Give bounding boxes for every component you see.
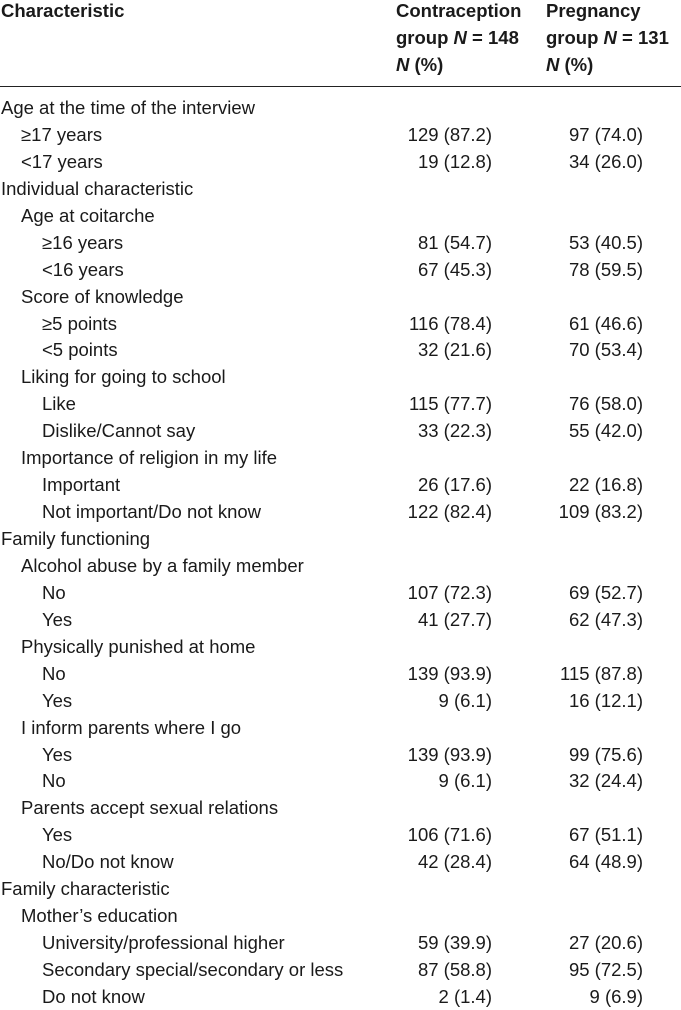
contraception-value: 129 (87.2)	[407, 123, 492, 145]
row-label: <17 years	[21, 150, 103, 172]
header-contraception-line1: Contraception	[396, 0, 522, 21]
row-label: Do not know	[42, 985, 145, 1007]
row-label: <5 points	[42, 339, 118, 361]
table-row	[0, 633, 681, 660]
header-pregnancy-group	[546, 0, 669, 78]
pregnancy-value: 16 (12.1)	[568, 689, 643, 711]
pregnancy-value: 27 (20.6)	[568, 932, 643, 954]
pregnancy-value: 70 (53.4)	[568, 339, 643, 361]
table-row	[0, 175, 681, 202]
row-label: Like	[42, 393, 76, 415]
contraception-value: 139 (93.9)	[407, 743, 492, 765]
pregnancy-value: 67 (51.1)	[568, 824, 643, 846]
contraception-value: 2 (1.4)	[438, 985, 492, 1007]
table-row	[0, 956, 681, 983]
contraception-value: 19 (12.8)	[417, 150, 492, 172]
row-label: ≥17 years	[21, 123, 103, 145]
row-label: Family functioning	[1, 528, 151, 549]
header-contraception-n-label: N	[453, 27, 467, 48]
pregnancy-value: 22 (16.8)	[568, 474, 643, 496]
row-label: University/professional higher	[42, 932, 285, 954]
table-row	[0, 848, 681, 875]
header-contraception-line3	[396, 51, 521, 78]
contraception-value: 139 (93.9)	[407, 662, 492, 684]
pregnancy-value: 9 (6.9)	[589, 985, 643, 1007]
row-label: Dislike/Cannot say	[42, 420, 196, 442]
pregnancy-value: 32 (24.4)	[568, 770, 643, 792]
table-row	[0, 983, 681, 1010]
pregnancy-value: 97 (74.0)	[568, 123, 643, 145]
pregnancy-value: 99 (75.6)	[568, 743, 643, 765]
pregnancy-value: 109 (83.2)	[558, 501, 643, 523]
contraception-value: 41 (27.7)	[417, 608, 492, 630]
pregnancy-value: 76 (58.0)	[568, 393, 643, 415]
row-label: Mother’s education	[21, 905, 178, 927]
header-contraception-n-value: = 148	[466, 27, 519, 48]
row-label: Family characteristic	[1, 878, 170, 900]
contraception-value: 26 (17.6)	[417, 474, 492, 496]
row-label: Liking for going to school	[21, 366, 226, 388]
pregnancy-value: 115 (87.8)	[560, 662, 643, 684]
table-row	[0, 363, 681, 390]
table-row	[0, 606, 681, 633]
row-label: Yes	[42, 689, 73, 711]
contraception-value: 81 (54.7)	[417, 231, 492, 253]
row-label: Secondary special/secondary or less	[42, 959, 344, 980]
table-row	[0, 256, 681, 283]
pregnancy-value: 34 (26.0)	[568, 150, 643, 172]
contraception-value: 115 (77.7)	[409, 393, 492, 415]
row-label: ≥5 points	[42, 312, 117, 334]
table-row	[0, 741, 681, 768]
table-row	[0, 767, 681, 794]
row-label: Yes	[42, 743, 73, 765]
row-label: No	[42, 662, 66, 684]
header-contraception-n-italic: N	[396, 54, 410, 75]
row-label: Not important/Do not know	[42, 501, 262, 523]
table-row	[0, 148, 681, 175]
pregnancy-value: 69 (52.7)	[568, 581, 643, 603]
table-row	[0, 336, 681, 363]
header-contraception-group	[396, 0, 521, 78]
header-pregnancy-percent: (%)	[559, 54, 594, 75]
table-body	[0, 94, 681, 1010]
table-row	[0, 283, 681, 310]
contraception-value: 32 (21.6)	[417, 339, 492, 361]
contraception-value: 59 (39.9)	[417, 932, 492, 954]
header-contraception-percent: (%)	[409, 54, 444, 75]
header-pregnancy-n-label: N	[603, 27, 617, 48]
contraception-value: 33 (22.3)	[417, 420, 492, 442]
contraception-value: 122 (82.4)	[407, 501, 492, 523]
row-label: Physically punished at home	[21, 635, 256, 657]
contraception-value: 116 (78.4)	[409, 312, 492, 334]
table-row	[0, 902, 681, 929]
pregnancy-value: 62 (47.3)	[568, 608, 643, 630]
table-row	[0, 794, 681, 821]
header-pregnancy-line3	[546, 51, 669, 78]
table-row	[0, 121, 681, 148]
header-contraception-line2	[396, 24, 521, 51]
header-contraception-group-word: group	[396, 27, 454, 48]
table-row	[0, 687, 681, 714]
row-label: ≥16 years	[42, 231, 124, 253]
table-row	[0, 714, 681, 741]
row-label: Score of knowledge	[21, 285, 184, 307]
table-row	[0, 471, 681, 498]
table-row	[0, 552, 681, 579]
contraception-value: 67 (45.3)	[417, 258, 492, 280]
table-row	[0, 444, 681, 471]
table-row	[0, 660, 681, 687]
row-label: Individual characteristic	[1, 177, 194, 199]
pregnancy-value: 61 (46.6)	[568, 312, 643, 334]
table-row	[0, 875, 681, 902]
table-row	[0, 821, 681, 848]
row-label: Alcohol abuse by a family member	[21, 554, 304, 576]
pregnancy-value: 55 (42.0)	[568, 420, 643, 442]
row-label: Yes	[42, 608, 73, 630]
table-header	[0, 0, 681, 87]
header-pregnancy-group-word: group	[546, 27, 604, 48]
table-row	[0, 498, 681, 525]
row-label: No/Do not know	[42, 851, 174, 873]
table-row	[0, 525, 681, 552]
row-label: Yes	[42, 824, 73, 846]
pregnancy-value: 95 (72.5)	[568, 959, 643, 980]
pregnancy-value: 78 (59.5)	[568, 258, 643, 280]
header-characteristic: Characteristic	[1, 0, 125, 21]
row-label: Parents accept sexual relations	[21, 797, 279, 819]
row-label: Age at coitarche	[21, 204, 155, 226]
row-label: Important	[42, 474, 121, 496]
table-row	[0, 229, 681, 256]
table-row	[0, 929, 681, 956]
contraception-value: 9 (6.1)	[438, 770, 492, 792]
pregnancy-value: 53 (40.5)	[568, 231, 643, 253]
row-label: <16 years	[42, 258, 124, 280]
contraception-value: 106 (71.6)	[407, 824, 492, 846]
header-pregnancy-n-value: = 131	[616, 27, 669, 48]
contraception-value: 107 (72.3)	[407, 581, 492, 603]
header-pregnancy-line1: Pregnancy	[546, 0, 641, 21]
pregnancy-value: 64 (48.9)	[568, 851, 643, 873]
contraception-value: 87 (58.8)	[417, 959, 492, 980]
row-label: Age at the time of the interview	[1, 97, 255, 118]
row-label: I inform parents where I go	[21, 716, 242, 738]
header-pregnancy-n-italic: N	[546, 54, 560, 75]
row-label: No	[42, 770, 66, 792]
header-pregnancy-line2	[546, 24, 669, 51]
table-row	[0, 417, 681, 444]
table-row	[0, 94, 681, 121]
table-row	[0, 310, 681, 337]
contraception-value: 42 (28.4)	[417, 851, 492, 873]
contraception-value: 9 (6.1)	[438, 689, 492, 711]
table-row	[0, 202, 681, 229]
row-label: Importance of religion in my life	[21, 447, 278, 469]
row-label: No	[42, 581, 66, 603]
table-row	[0, 579, 681, 606]
table-row	[0, 390, 681, 417]
